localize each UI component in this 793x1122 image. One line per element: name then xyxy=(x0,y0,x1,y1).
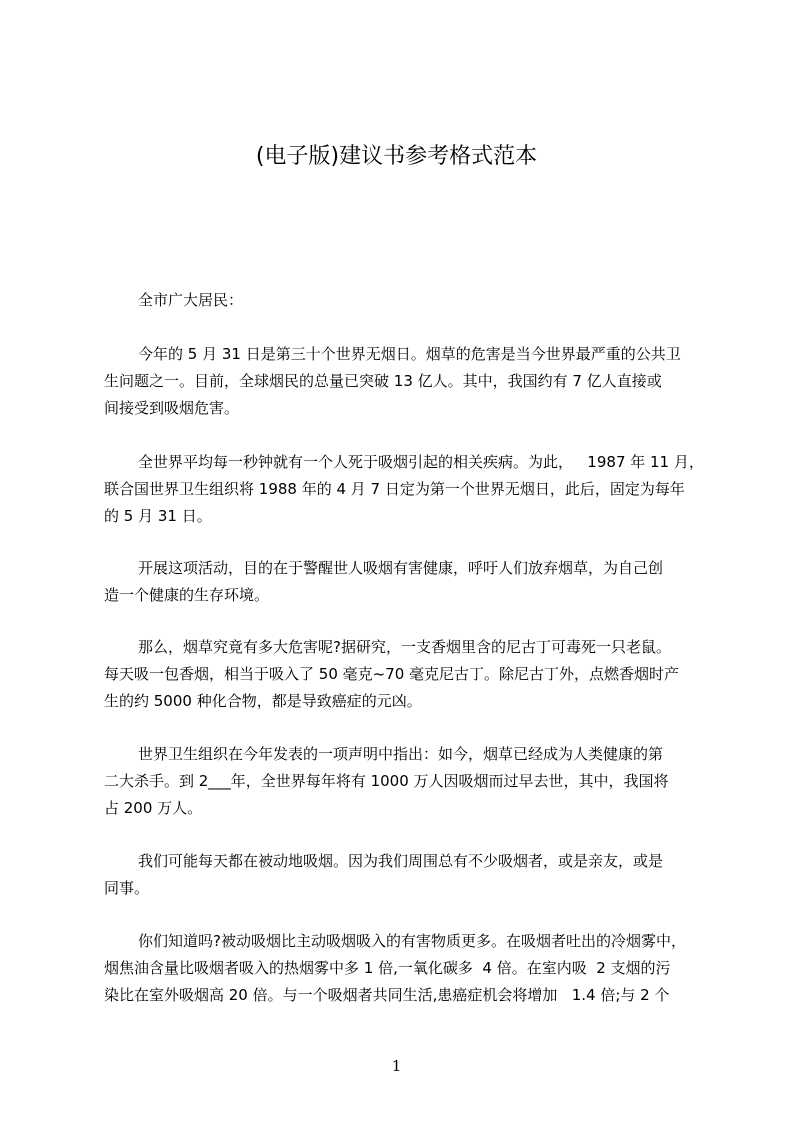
paragraph-line: 间接受到吸烟危害。 xyxy=(104,399,240,417)
paragraph-line: 染比在室外吸烟高 20 倍。与一个吸烟者共同生活,患癌症机会将增加 1.4 倍;与 2 个 xyxy=(104,986,670,1004)
paragraph-line: 联合国世界卫生组织将 1988 年的 4 月 7 日定为第一个世界无烟日，此后，固定为每年 xyxy=(104,480,685,498)
paragraph-line: 开展这项活动，目的在于警醒世人吸烟有害健康，呼吁人们放弃烟草，为自己创 xyxy=(138,559,664,577)
paragraph-line: 造一个健康的生存环境。 xyxy=(104,586,270,604)
paragraph-line: 今年的 5 月 31 日是第三十个世界无烟日。烟草的危害是当今世界最严重的公共卫 xyxy=(138,345,681,363)
paragraph-line: 同事。 xyxy=(104,879,150,897)
paragraph-line: 那么，烟草究竟有多大危害呢?据研究，一支香烟里含的尼古丁可毒死一只老鼠。 xyxy=(138,638,671,656)
paragraph-line: 占 200 万人。 xyxy=(104,799,203,817)
paragraph-line: 烟焦油含量比吸烟者吸入的热烟雾中多 1 倍,一氧化碳多 4 倍。在室内吸 2 支烟的污 xyxy=(104,959,671,977)
paragraph-line: 二大杀手。到 2___年，全世界每年将有 1000 万人因吸烟而过早去世，其中，我国将 xyxy=(104,772,669,790)
paragraph-line: 我们可能每天都在被动地吸烟。因为我们周围总有不少吸烟者，或是亲友，或是 xyxy=(138,852,664,870)
salutation: 全市广大居民： xyxy=(138,291,244,309)
paragraph-line: 生的约 5000 种化合物，都是导致癌症的元凶。 xyxy=(104,692,422,710)
paragraph-line: 全世界平均每一秒钟就有一个人死于吸烟引起的相关疾病。为此， 1987 年 11 月， xyxy=(138,453,704,471)
paragraph-line: 的 5 月 31 日。 xyxy=(104,507,212,525)
paragraph-line: 生问题之一。目前，全球烟民的总量已突破 13 亿人。其中，我国约有 7 亿人直接或 xyxy=(104,372,662,390)
paragraph-line: 你们知道吗?被动吸烟比主动吸烟吸入的有害物质更多。在吸烟者吐出的冷烟雾中， xyxy=(138,932,686,950)
page-number: 1 xyxy=(391,1057,402,1075)
paragraph-line: 每天吸一包香烟，相当于吸入了 50 毫克~70 毫克尼古丁。除尼古丁外，点燃香烟时产 xyxy=(104,665,680,683)
paragraph-line: 世界卫生组织在今年发表的一项声明中指出：如今，烟草已经成为人类健康的第 xyxy=(138,745,664,763)
document-title: (电子版)建议书参考格式范本 xyxy=(255,144,538,169)
